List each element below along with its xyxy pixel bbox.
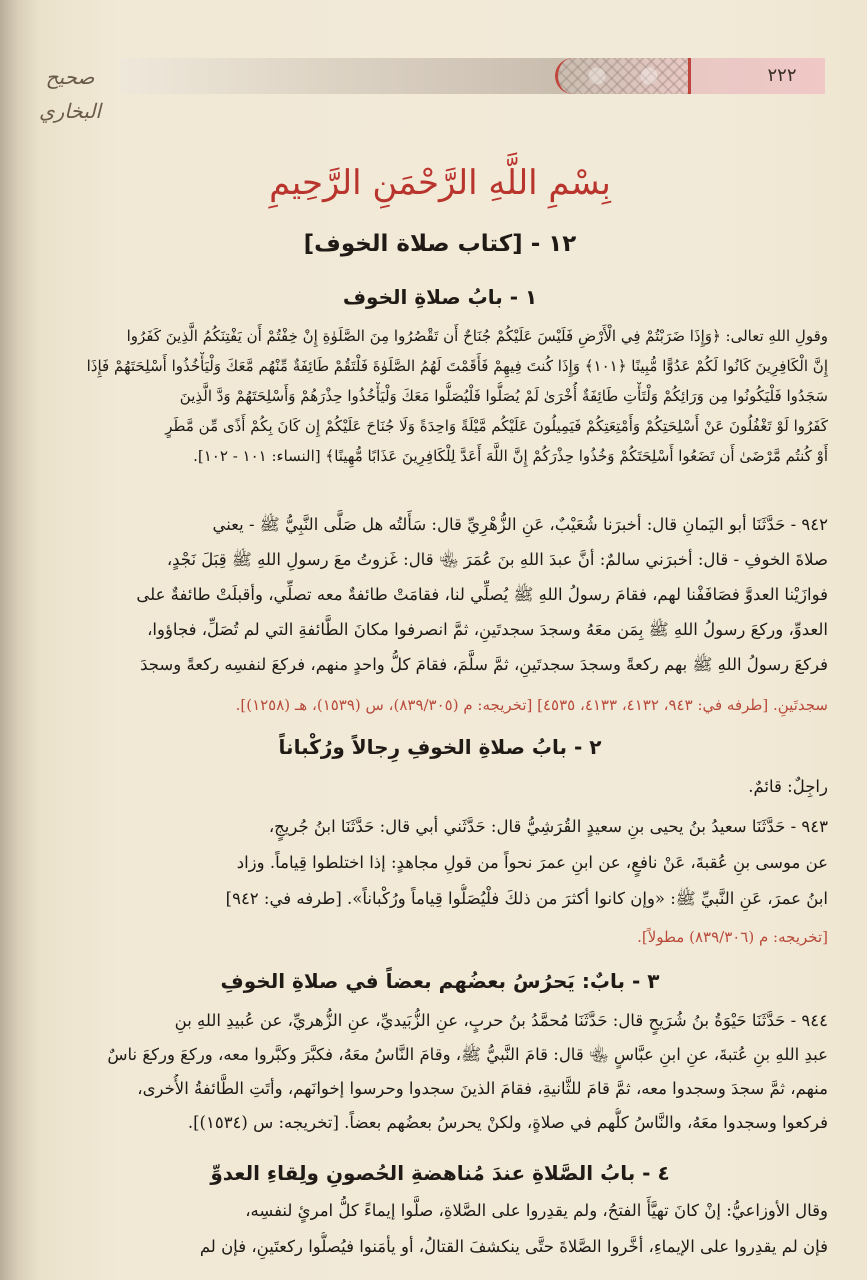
text-line: فإن لم يقدِروا على الإيماءِ، أخَّروا الصَّلاةَ حتَّى ينكشفَ القتالُ، أو يأمَنوا فيُصلُّوا ركعتَينِ، فإن لم [199, 1237, 828, 1256]
hadith-line: ٩٤٤ - حَدَّثَنَا حَيْوَةُ بنُ شُرَيحٍ قال: حَدَّثَنَا مُحمَّدُ بنُ حربٍ، عنِ الزُّبَيديِّ، عنِ الزُّهريِّ، عن عُبيدِ اللهِ بنِ [174, 1011, 828, 1030]
text-line: كَفَرُوا لَوْ تَغْفُلُونَ عَنْ أَسْلِحَتِكُمْ وَأَمْتِعَتِكُمْ فَيَمِيلُونَ عَلَيْكُم مَّيْلَةً وَاحِدَةً وَلَا جُنَاحَ عَلَيْكُمْ إِن كَانَ بِكُمْ أَذًى مِّن مَّطَرٍ [165, 417, 828, 435]
text-line: إِنَّ الْكَافِرِينَ كَانُوا لَكُمْ عَدُوًّا مُّبِينًا ﴿١٠١﴾ وَإِذَا كُنتَ فِيهِمْ فَأَقَمْتَ لَهُمُ الصَّلَوٰةَ فَلْتَقُمْ طَائِفَةٌ مِّنْهُم مَّعَكَ وَلْيَأْخُذُوا أَسْلِحَتَهُمْ فَإِذَا [86, 357, 828, 375]
kitab-title: ١٢ - [كتاب صلاة الخوف] [303, 231, 577, 257]
header-band [120, 58, 825, 94]
hadith-line: عبدِ اللهِ بنِ عُتبةَ، عنِ ابنِ عبَّاسٍ ﵄ قال: قامَ النَّبيُّ ﷺ، وقامَ النَّاسُ معَهُ، فكبَّرَ وكبَّروا معه، وركعَ وركعَ ناسٌ [107, 1045, 828, 1064]
hadith-line: عن موسى بنِ عُقبةَ، عَنْ نافعٍ، عن ابنِ عمرَ نحواً من قولِ مجاهدٍ: إذا اختلطوا قِياماً. وزاد [236, 853, 828, 872]
hadith-line: ٩٤٢ - حَدَّثَنَا أبو اليَمانِ قال: أخبرَنا شُعَيْبٌ، عَنِ الزُّهْرِيِّ قال: سَأَلتُه هل صَلَّى النَّبِيُّ ﷺ - يعني [212, 515, 828, 534]
header-ornament-icon [555, 58, 691, 94]
text-line: راجِلٌ: قائمٌ. [748, 777, 828, 796]
section-title-4: ٤ - بابُ الصَّلاةِ عندَ مُناهضةِ الحُصونِ ولِقاءِ العدوِّ [210, 1161, 670, 1185]
hadith-line: منهم، ثمَّ سجدَ وسجدوا معه، ثمَّ قامَ للثَّانيةِ، فقامَ الذينَ سجدوا وحرسوا إخوانَهم، وأتَتِ الطَّائفةُ الأُخرى، [137, 1079, 828, 1098]
text-line: سَجَدُوا فَلْيَكُونُوا مِن وَرَائِكُمْ وَلْتَأْتِ طَائِفَةٌ أُخْرَىٰ لَمْ يُصَلُّوا فَلْيُصَلُّوا مَعَكَ وَلْيَأْخُذُوا حِذْرَهُمْ وَأَسْلِحَتَهُمْ وَدَّ الَّذِينَ [179, 387, 828, 405]
page-number: ٢٢٢ [767, 65, 797, 86]
hadith-line: ٩٤٣ - حَدَّثَنَا سعيدُ بنُ يحيى بنِ سعيدٍ القُرَشِيُّ قال: حَدَّثَني أبي قال: حَدَّثَنَا ابنُ جُريجٍ، [268, 817, 828, 836]
hadith-reference: [تخريجه: م (٨٣٩/٣٠٦) مطولاً]. [637, 928, 828, 946]
hadith-line: العدوِّ، وركعَ رسولُ اللهِ ﷺ بِمَن معَهُ وسجدَ سجدتَينِ، ثمَّ انصرفوا مكانَ الطَّائفةِ التي لم تُصَلِّ، فجاؤوا، [147, 620, 828, 639]
text-line: وقال الأوزاعيُّ: إنْ كانَ تهيَّأَ الفتحُ، ولم يقدِروا على الصَّلاةِ، صلَّوا إيماءً كلُّ امرئٍ لنفسِه، [245, 1201, 828, 1220]
hadith-line: ابنُ عمرَ، عَنِ النَّبيِّ ﷺ: «وإن كانوا أكثرَ من ذلكَ فلْيُصَلُّوا قِياماً ورُكْباناً». [طرفه في: ٩٤٢] [225, 889, 828, 908]
hadith-line: فركعوا وسجدوا معَهُ، والنَّاسُ كلُّهم في صلاةٍ، ولكنْ يحرسُ بعضُهم بعضاً. [تخريجه: س (١٥٣٤)]. [187, 1113, 828, 1132]
book-title-logo: صحيح البخاري [38, 65, 101, 123]
hadith-line: فوازَيْنا العدوَّ فصَافَفْنا لهم، فقامَ رسولُ اللهِ ﷺ يُصلِّي لنا، فقامَتْ طائفةٌ معه تصلِّي، وأقبلَتْ طائفةٌ على [136, 585, 828, 604]
text-line: أَوْ كُنتُم مَّرْضَىٰ أَن تَضَعُوا أَسْلِحَتَكُمْ وَخُذُوا حِذْرَكُمْ إِنَّ اللَّهَ أَعَدَّ لِلْكَافِرِينَ عَذَابًا مُّهِينًا﴾ [النساء: ١٠١ - ١٠٢]. [193, 447, 828, 465]
basmala: بِسْمِ اللَّهِ الرَّحْمَنِ الرَّحِيمِ [269, 163, 611, 203]
hadith-line: فركعَ رسولُ اللهِ ﷺ بهم ركعةً وسجدَ سجدتَينِ، ثمَّ سلَّمَ، فقامَ كلُّ واحدٍ منهم، فركعَ لنفسِه ركعةً وسجدَ [140, 655, 828, 674]
text-line: وقولِ اللهِ تعالى: ﴿وَإِذَا ضَرَبْتُمْ فِي الْأَرْضِ فَلَيْسَ عَلَيْكُمْ جُنَاحٌ أَن تَقْصُرُوا مِنَ الصَّلَوٰةِ إِنْ خِفْتُمْ أَن يَفْتِنَكُمُ الَّذِينَ كَفَرُوا [126, 327, 828, 345]
hadith-reference: سجدتَينِ. [طرفه في: ٩٤٣، ٤١٣٢، ٤١٣٣، ٤٥٣٥] [تخريجه: م (٨٣٩/٣٠٥)، س (١٥٣٩)، هـ (١٢٥٨)]. [235, 696, 828, 714]
section-title-2: ٢ - بابُ صلاةِ الخوفِ رِجالاً ورُكْباناً [278, 735, 602, 759]
section-title-1: ١ - بابُ صلاةِ الخوف [342, 285, 538, 309]
section-title-3: ٣ - بابٌ: يَحرُسُ بعضُهم بعضاً في صلاةِ الخوفِ [220, 969, 660, 993]
hadith-line: صلاةَ الخوفِ - قال: أخبرَني سالمٌ: أنَّ عبدَ اللهِ بنَ عُمَرَ ﵄ قال: غَزوتُ معَ رسولِ اللهِ ﷺ قِبَلَ نَجْدٍ، [166, 550, 828, 569]
